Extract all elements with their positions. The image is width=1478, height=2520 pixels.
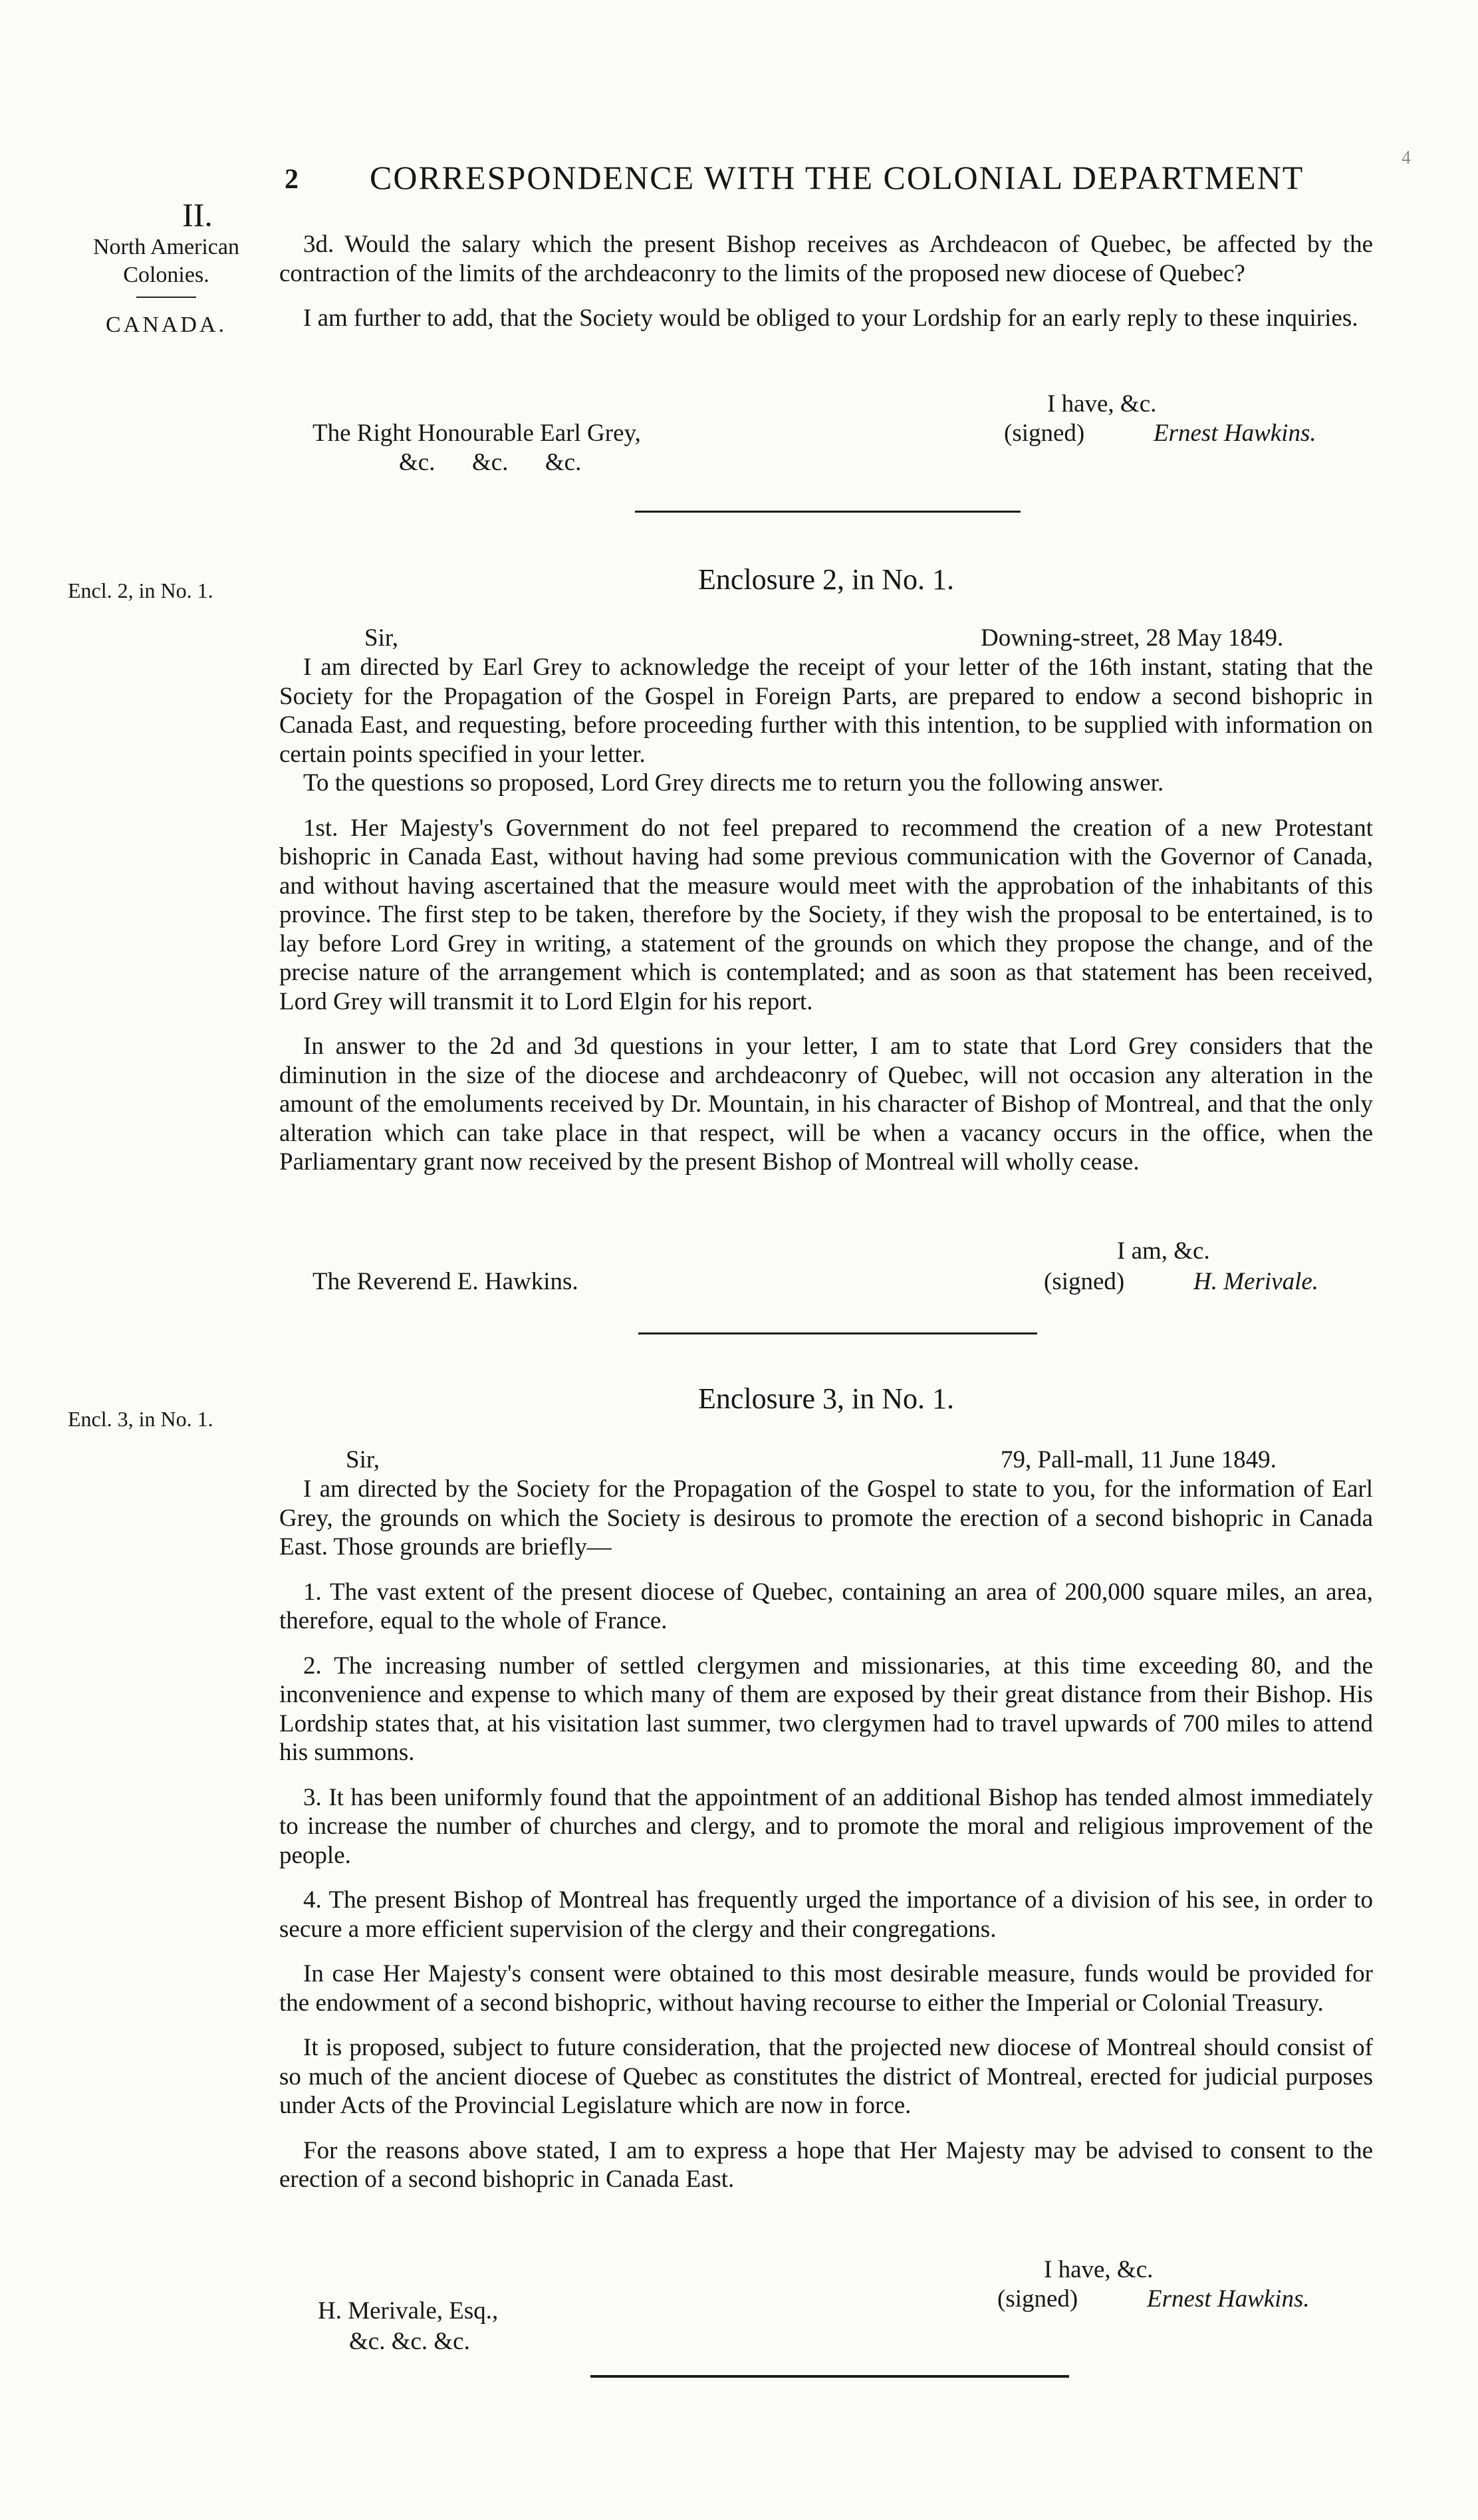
- enclosure2-dateline: Downing-street, 28 May 1849.: [981, 624, 1284, 652]
- sidebar-divider: [136, 297, 196, 298]
- enclosure3-para6: In case Her Majesty's consent were obtained to this most desirable measure, funds would be provided for the endowment of a second bishopric, without having recourse to either the Imperial or Colonial Treasury.: [279, 1960, 1373, 2017]
- enclosure2-para3: 1st. Her Majesty's Government do not feel prepared to recommend the creation of a new Protestant bishopric in Canada East, without having had some previous communication with the Governor of Canada, and without having ascertained that the measure would meet with the approbation of the inhabitants of this province. The first step to be taken, therefore by the Society, if they wish the proposal to be entertained, is to lay before Lord Grey in writing, a statement of the grounds on which they propose the change, and of the precise nature of the arrangement which is contemplated; and as soon as that statement has been received, Lord Grey will transmit it to Lord Elgin for his report.: [279, 814, 1373, 1015]
- enclosure3-side-label: Encl. 3, in No. 1.: [68, 1407, 213, 1431]
- enclosure3-para5: 4. The present Bishop of Montreal has frequently urged the importance of a division of his see, in order to secure a more efficient supervision of the clergy and their congregations.: [279, 1886, 1373, 1943]
- section-divider: [635, 511, 1021, 513]
- enclosure2-body: [279, 653, 1373, 1193]
- letter1-addressee: The Right Honourable Earl Grey,: [312, 420, 641, 447]
- enclosure2-side-label: Encl. 2, in No. 1.: [68, 578, 213, 602]
- enclosure2-addressee: The Reverend E. Hawkins.: [312, 1268, 578, 1295]
- section-label-line2: Colonies.: [123, 263, 209, 287]
- section-roman-numeral: II.: [182, 196, 213, 233]
- enclosure3-para1: I am directed by the Society for the Propagation of the Gospel to state to you, for the information of Earl Grey, the grounds on which the Society is desirous to promote the erection of a second bishopric in Canada East. Those grounds are briefly—: [279, 1475, 1373, 1561]
- enclosure3-para3: 2. The increasing number of settled clergymen and missionaries, at this time exceeding 80, and the inconvenience and expense to which many of them are exposed by their great distance from their Bishop. His Lordship states that, at his visitation last summer, two clergymen had to travel upwards of 700 miles to attend his summons.: [279, 1652, 1373, 1766]
- enclosure3-signed: (signed): [997, 2285, 1078, 2313]
- enclosure3-addressee: H. Merivale, Esq.,: [318, 2297, 499, 2325]
- end-divider: [590, 2375, 1069, 2378]
- enclosure3-dateline: 79, Pall-mall, 11 June 1849.: [1001, 1446, 1277, 1473]
- section-label-line1: North American: [93, 235, 239, 259]
- letter1-body: [279, 230, 1373, 349]
- enclosure2-para2: To the questions so proposed, Lord Grey directs me to return you the following answer.: [303, 769, 1164, 797]
- enclosure2-signed: (signed): [1044, 1268, 1125, 1295]
- section-divider: [638, 1332, 1037, 1334]
- letter1-signed: (signed): [1004, 420, 1085, 447]
- letter1-closing: I have, &c.: [1047, 390, 1157, 418]
- enclosure2-closing: I am, &c.: [1117, 1237, 1210, 1265]
- enclosure3-signature: Ernest Hawkins.: [1147, 2285, 1310, 2313]
- section-label-canada: CANADA.: [106, 313, 227, 337]
- enclosure2-heading: Enclosure 2, in No. 1.: [698, 563, 954, 596]
- enclosure3-body: [279, 1475, 1373, 2210]
- page-number: 2: [285, 164, 299, 195]
- enclosure2-signature: H. Merivale.: [1193, 1268, 1319, 1295]
- corner-mark: 4: [1402, 148, 1411, 168]
- letter1-addressee-etc: &c. &c. &c.: [399, 449, 582, 476]
- enclosure3-addressee-etc: &c. &c. &c.: [349, 2328, 470, 2355]
- page-title: CORRESPONDENCE WITH THE COLONIAL DEPARTMENT: [370, 159, 1304, 196]
- enclosure2-salutation: Sir,: [364, 624, 398, 652]
- enclosure2-para4: In answer to the 2d and 3d questions in your letter, I am to state that Lord Grey considers that the diminution in the size of the diocese and archdeaconry of Quebec, will not occasion any alteration in the amount of the emoluments received by Dr. Mountain, in his character of Bishop of Montreal, and that the only alteration which can take place in that respect, will be when a vacancy occurs in the office, when the Parliamentary grant now received by the present Bishop of Montreal will wholly cease.: [279, 1033, 1373, 1176]
- enclosure3-para7: It is proposed, subject to future consideration, that the projected new diocese of Montreal should consist of so much of the ancient diocese of Quebec as constitutes the district of Montreal, erected for judicial purposes under Acts of the Provincial Legislature which are now in force.: [279, 2034, 1373, 2119]
- enclosure2-para1: I am directed by Earl Grey to acknowledge the receipt of your letter of the 16th instant, stating that the Society for the Propagation of the Gospel in Foreign Parts, are prepared to endow a second bishopric in Canada East, and requesting, before proceeding further with this intention, to be supplied with information on certain points specified in your letter.: [279, 654, 1373, 768]
- enclosure3-para2: 1. The vast extent of the present diocese of Quebec, containing an area of 200,000 square miles, an area, therefore, equal to the whole of France.: [279, 1578, 1373, 1634]
- enclosure3-closing: I have, &c.: [1044, 2256, 1154, 2283]
- letter1-signature: Ernest Hawkins.: [1154, 420, 1316, 447]
- enclosure3-salutation: Sir,: [346, 1446, 380, 1473]
- enclosure3-para8: For the reasons above stated, I am to express a hope that Her Majesty may be advised to consent to the erection of a second bishopric in Canada East.: [279, 2136, 1373, 2193]
- enclosure3-heading: Enclosure 3, in No. 1.: [698, 1382, 954, 1415]
- enclosure3-para4: 3. It has been uniformly found that the appointment of an additional Bishop has tended almost immediately to increase the number of churches and clergy, and to promote the moral and religious improvement of the people.: [279, 1783, 1373, 1869]
- letter1-further-request: I am further to add, that the Society would be obliged to your Lordship for an early reply to these inquiries.: [303, 305, 1358, 332]
- letter1-question-3d: 3d. Would the salary which the present Bishop receives as Archdeacon of Quebec, be affected by the contraction of the limits of the archdeaconry to the limits of the proposed new diocese of Quebec?: [279, 231, 1373, 287]
